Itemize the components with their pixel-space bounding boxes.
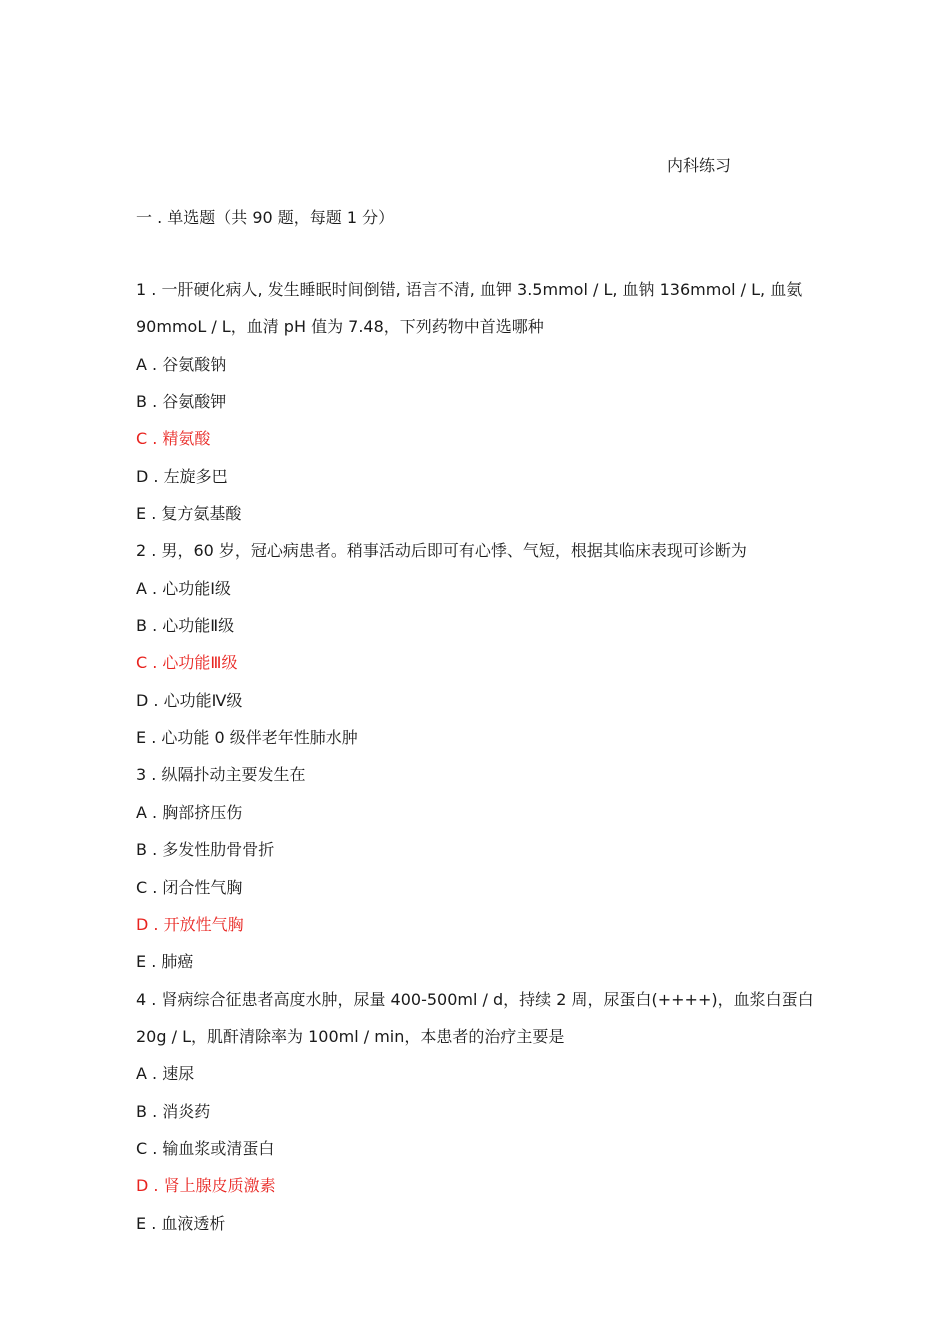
question-4-option-b: B . 消炎药	[136, 1101, 211, 1121]
question-2-option-e: E . 心功能 0 级伴老年性肺水肿	[136, 728, 358, 748]
question-2-option-a: A . 心功能Ⅰ级	[136, 578, 231, 598]
question-1-option-d: D . 左旋多巴	[136, 466, 228, 486]
question-1-option-c: C . 精氨酸	[136, 429, 211, 449]
question-1-option-b: B . 谷氨酸钾	[136, 392, 227, 412]
question-1-option-e: E . 复方氨基酸	[136, 504, 242, 524]
question-2-option-b: B . 心功能Ⅱ级	[136, 616, 235, 636]
section-heading: 一 . 单选题（共 90 题，每题 1 分）	[136, 208, 395, 227]
question-3-stem-line-1: 3 . 纵隔扑动主要发生在	[136, 765, 306, 785]
question-4-option-e: E . 血液透析	[136, 1213, 226, 1233]
question-3-option-d: D . 开放性气胸	[136, 914, 244, 934]
question-1-stem-line-2: 90mmoL / L，血清 pH 值为 7.48，下列药物中首选哪种	[136, 317, 544, 337]
question-2-stem-line-1: 2 . 男，60 岁，冠心病患者。稍事活动后即可有心悸、气短，根据其临床表现可诊断为	[136, 541, 747, 561]
question-1-option-a: A . 谷氨酸钠	[136, 354, 227, 374]
question-3-option-c: C . 闭合性气胸	[136, 877, 243, 897]
question-4-option-c: C . 输血浆或清蛋白	[136, 1138, 275, 1158]
question-3-option-b: B . 多发性肋骨骨折	[136, 840, 275, 860]
question-4-stem-line-1: 4 . 肾病综合征患者高度水肿，尿量 400-500ml / d，持续 2 周，尿蛋白(++++)，血浆白蛋白	[136, 989, 814, 1009]
question-4-option-a: A . 速尿	[136, 1064, 195, 1084]
question-3-option-e: E . 肺癌	[136, 952, 194, 972]
question-4-stem-line-2: 20g / L，肌酐清除率为 100ml / min，本患者的治疗主要是	[136, 1026, 565, 1046]
question-1-stem-line-1: 1 . 一肝硬化病人, 发生睡眠时间倒错, 语言不清, 血钾 3.5mmol / L, 血钠 136mmol / L, 血氨	[136, 280, 803, 299]
question-list	[136, 279, 842, 1250]
question-4-option-d: D . 肾上腺皮质激素	[136, 1176, 276, 1196]
question-2-option-c: C . 心功能Ⅲ级	[136, 653, 238, 673]
question-3-option-a: A . 胸部挤压伤	[136, 802, 243, 822]
page-title: 内科练习	[667, 156, 732, 175]
question-2-option-d: D . 心功能Ⅳ级	[136, 690, 243, 710]
